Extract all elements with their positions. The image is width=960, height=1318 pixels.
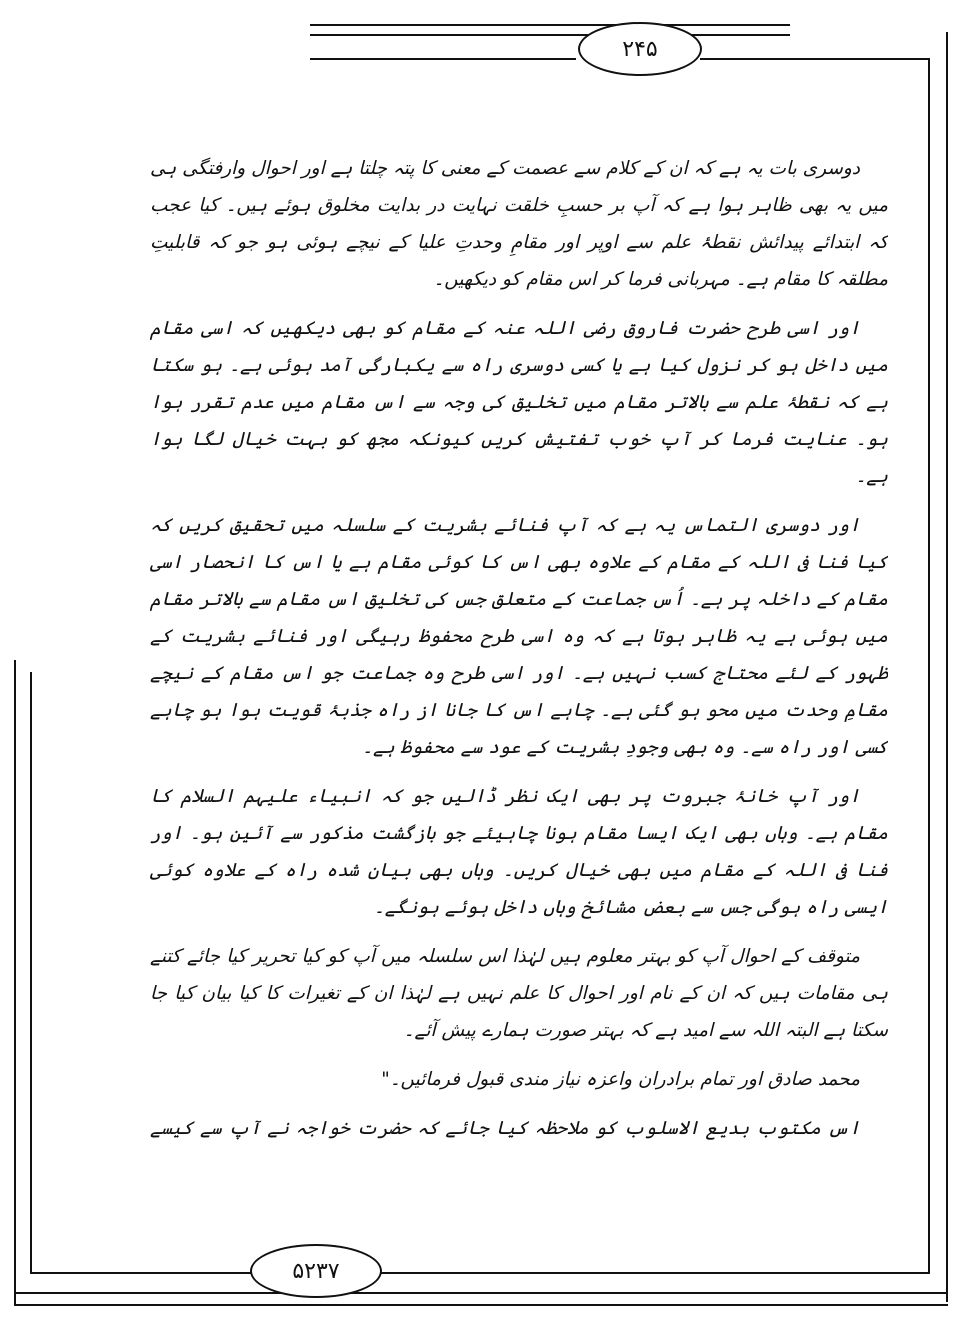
book-page-number-badge	[250, 1244, 382, 1298]
paragraph: اس مکتوب بدیع الاسلوب کو ملاحظہ کیا جائے کہ حضرت خواجہ نے آپ سے کیسے	[150, 1118, 860, 1139]
frame-left-outer-line	[14, 660, 16, 1306]
paragraph: اور آپ خانۂ جبروت پر بھی ایک نظر ڈالیں جو کہ انبیاء علیہم السلام کا مقام ہے۔ وہاں بھی ایک ایسا مقام ہونا چاہیئے جو بازگشت مذکور سے آئین ہو۔ اور فنا فی اللہ کے مقام میں بھی خیال کریں۔ وہاں بھی بیان شدہ راہ کے علاوہ کوئی ایسی راہ ہوگی جس سے بعض مشائخ وہاں داخل ہوئے ہونگے۔	[150, 786, 888, 918]
frame-bottom-bar-left	[30, 1272, 252, 1274]
page-number-badge	[578, 22, 702, 76]
frame-top-outer-line	[310, 24, 790, 26]
page-number: ۲۴۵	[622, 36, 658, 62]
frame-right-inner-line	[928, 58, 930, 1272]
frame-top-bar-left	[310, 58, 576, 60]
paragraph: دوسری بات یہ ہے کہ ان کے کلام سے عصمت کے معنی کا پتہ چلتا ہے اور احوال وارفتگی ہی میں یہ بھی ظاہر ہوا ہے کہ آپ بر حسبِ خلقت نہایت در بدایت مخلوق ہوئے ہیں۔ کیا عجب کہ ابتدائے پیدائش نقطۂ علم سے اوپر اور مقامِ وحدتِ علیا کے نیچے ہوئی ہو جو کہ قابلیتِ مطلقہ کا مقام ہے۔ مہربانی فرما کر اس مقام کو دیکھیں۔	[150, 158, 888, 290]
paragraph: اور دوسری التماس یہ ہے کہ آپ فنائے بشریت کے سلسلہ میں تحقیق کریں کہ کیا فنا فی اللہ کے مقام کے علاوہ بھی اس کا کوئی مقام ہے یا اس کا انحصار اسی مقام کے داخلہ پر ہے۔ اُس جماعت کے متعلق جس کی تخلیق اس مقام سے بالاتر مقام میں ہوئی ہے یہ ظاہر ہوتا ہے کہ وہ اسی طرح محفوظ رہیگی اور فنائے بشریت کے ظہور کے لئے محتاج کسب نہیں ہے۔ اور اسی طرح وہ جماعت جو اس مقام کے نیچے مقامِ وحدت میں محو ہو گئی ہے۔ چاہے اس کا جانا از راہ جذبۂ قویت ہوا ہو چاہے کسی اور راہ سے۔ وہ بھی وجودِ بشریت کے عود سے محفوظ ہے۔	[150, 515, 888, 758]
frame-top-bar-right	[700, 58, 930, 60]
frame-top-inner-line	[310, 34, 790, 36]
frame-bottom-bar-right	[378, 1272, 930, 1274]
frame-bottom-outer-line	[14, 1304, 948, 1306]
paragraph: متوقف کے احوال آپ کو بہتر معلوم ہیں لہٰذا اس سلسلہ میں آپ کو کیا تحریر کیا جائے کتنے ہی مقامات ہیں کہ ان کے نام اور احوال کا علم نہیں ہے لہٰذا ان کے تغیرات کا کیا بیان کیا جا سکتا ہے البتہ اللہ سے امید ہے کہ بہتر صورت ہمارے پیش آئے۔	[150, 946, 888, 1041]
page-body-text	[150, 150, 888, 1140]
frame-right-outer-line	[946, 32, 948, 1302]
paragraph: اور اسی طرح حضرت فاروق رضی اللہ عنہ کے مقام کو بھی دیکھیں کہ اسی مقام میں داخل ہو کر نزول کیا ہے یا کسی دوسری راہ سے یکبارگی آمد ہوئی ہے۔ ہو سکتا ہے کہ نقطۂ علم سے بالاتر مقام میں تخلیق کی وجہ سے اس مقام میں عدم تقرر ہوا ہو۔ عنایت فرما کر آپ خوب تفتیش کریں کیونکہ مجھ کو بہت خیال لگا ہوا ہے۔	[150, 318, 888, 487]
frame-left-inner-line	[30, 672, 32, 1272]
signature-line: محمد صادق اور تمام برادران واعزہ نیاز مندی قبول فرمائیں۔"	[381, 1069, 860, 1090]
frame-bottom-inner-line	[14, 1292, 948, 1294]
book-page-number: ۵۲۳۷	[292, 1258, 340, 1284]
